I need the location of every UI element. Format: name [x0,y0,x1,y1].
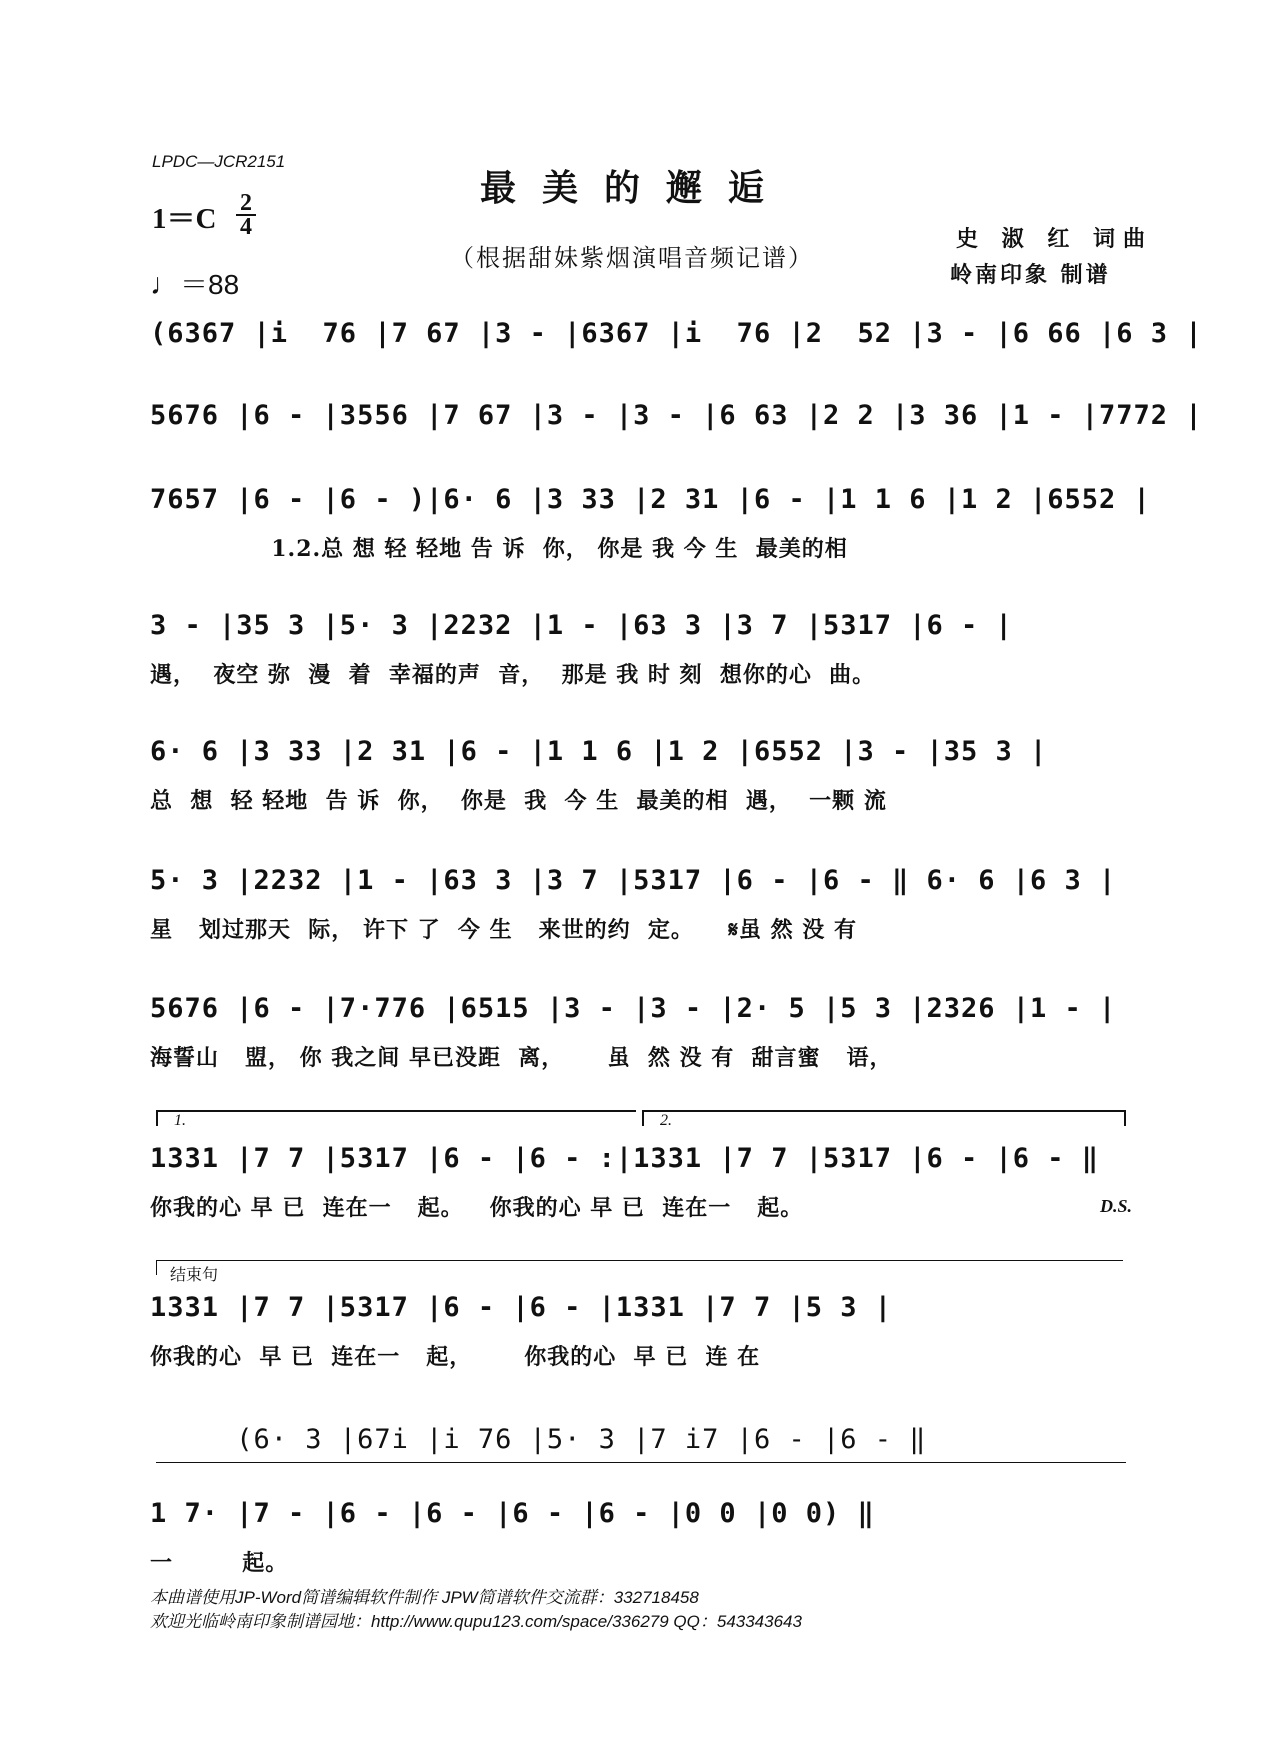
time-signature [236,192,256,238]
tempo-marking [150,263,239,303]
score-row-3 [150,484,1151,576]
lyrics-line: 1.2.总 想 轻 轻地 告 诉 你， 你是 我 今 生 最美的相 [150,536,848,562]
tempo-value: ＝88 [180,269,240,300]
lyrics-line: 遇， 夜空 弥 漫 着 幸福的声 音， 那是 我 时 刻 想你的心 曲。 [150,662,876,688]
song-subtitle: （根据甜妹紫烟演唱音频记谱） [450,244,814,272]
score-row-10 [150,1424,1130,1464]
volta-label-1: 1. [174,1112,186,1129]
volta-bracket-2 [642,1110,1126,1126]
score-row-11 [150,1498,1130,1590]
notation-line: 1331 |7 7 |5317 |6 - |6 - |1331 |7 7 |5 3 | [150,1292,892,1323]
score-row-7 [150,993,1130,1085]
notation-line: 1 7· |7 - |6 - |6 - |6 - |6 - |0 0 |0 0) ‖ [150,1498,875,1529]
coda-label: 结束句 [170,1265,219,1284]
arranger-credit: 岭南印象 制谱 [950,262,1111,288]
lyrics-line: 星 划过那天 际， 许下 了 今 生 来世的约 定。 𝄋虽 然 没 有 [150,917,857,943]
notation-line: 5· 3 |2232 |1 - |63 3 |3 7 |5317 |6 - |6 - ‖ 6· 6 |6 3 | [150,865,1117,896]
score-row-4 [150,610,1130,702]
volta-label-2: 2. [660,1112,672,1129]
score-row-1 [150,318,1203,410]
score-row-8 [150,1143,1133,1235]
notation-line: 7657 |6 - |6 - )|6· 6 |3 33 |2 31 |6 - |1 1 6 |1 2 |6552 | [150,484,1151,515]
notation-line: 3 - |35 3 |5· 3 |2232 |1 - |63 3 |3 7 |5317 |6 - | [150,610,1013,641]
lyrics-line: 海誓山 盟， 你 我之间 早已没距 离， 虽 然 没 有 甜言蜜 语， [150,1045,893,1071]
meter-top: 2 [240,190,252,216]
score-row-6 [150,865,1130,957]
composer-credit: 史 淑 红 词曲 [956,226,1153,252]
lyrics-line: 总 想 轻 轻地 告 诉 你， 你是 我 今 生 最美的相 遇， 一颗 流 [150,788,887,814]
quarter-note-icon: ♩ [150,268,180,301]
staff-divider [156,1462,1126,1463]
score-row-2 [150,400,1203,492]
footer-line-2: 欢迎光临岭南印象制谱园地：http://www.qupu123.com/space/336279 QQ：543343643 [150,1612,802,1631]
volta-bracket-1 [156,1110,636,1126]
meter-bottom: 4 [240,214,252,240]
song-title: 最美的邂逅 [480,167,791,209]
score-code: LPDC—JCR2151 [152,152,286,171]
notation-line: 5676 |6 - |3556 |7 67 |3 - |3 - |6 63 |2 2 |3 36 |1 - |7772 | [150,400,1203,431]
notation-line: (6· 3 |67i |i 76 |5· 3 |7 i7 |6 - |6 - ‖ [150,1424,927,1455]
notation-line: 5676 |6 - |7·776 |6515 |3 - |3 - |2· 5 |5 3 |2326 |1 - | [150,993,1117,1024]
score-row-9 [150,1292,1130,1384]
notation-line: (6367 |i 76 |7 67 |3 - |6367 |i 76 |2 52 |3 - |6 66 |6 3 | [150,318,1203,349]
key-signature: 1＝C [152,203,217,235]
notation-line: 1331 |7 7 |5317 |6 - |6 - :|1331 |7 7 |5317 |6 - |6 - ‖ [150,1143,1100,1174]
lyrics-line: 你我的心 早 已 连在一 起， 你我的心 早 已 连 在 [150,1344,761,1370]
score-row-5 [150,736,1130,828]
notation-line: 6· 6 |3 33 |2 31 |6 - |1 1 6 |1 2 |6552 |3 - |35 3 | [150,736,1048,767]
dal-segno-mark: D.S. [1100,1196,1133,1216]
lyrics-line: 一 起。 [150,1550,289,1576]
footer-line-1: 本曲谱使用JP-Word简谱编辑软件制作 JPW简谱软件交流群：332718458 [150,1588,699,1607]
lyrics-line: 你我的心 早 已 连在一 起。 你我的心 早 已 连在一 起。 [150,1195,804,1221]
coda-bracket [156,1260,1123,1275]
